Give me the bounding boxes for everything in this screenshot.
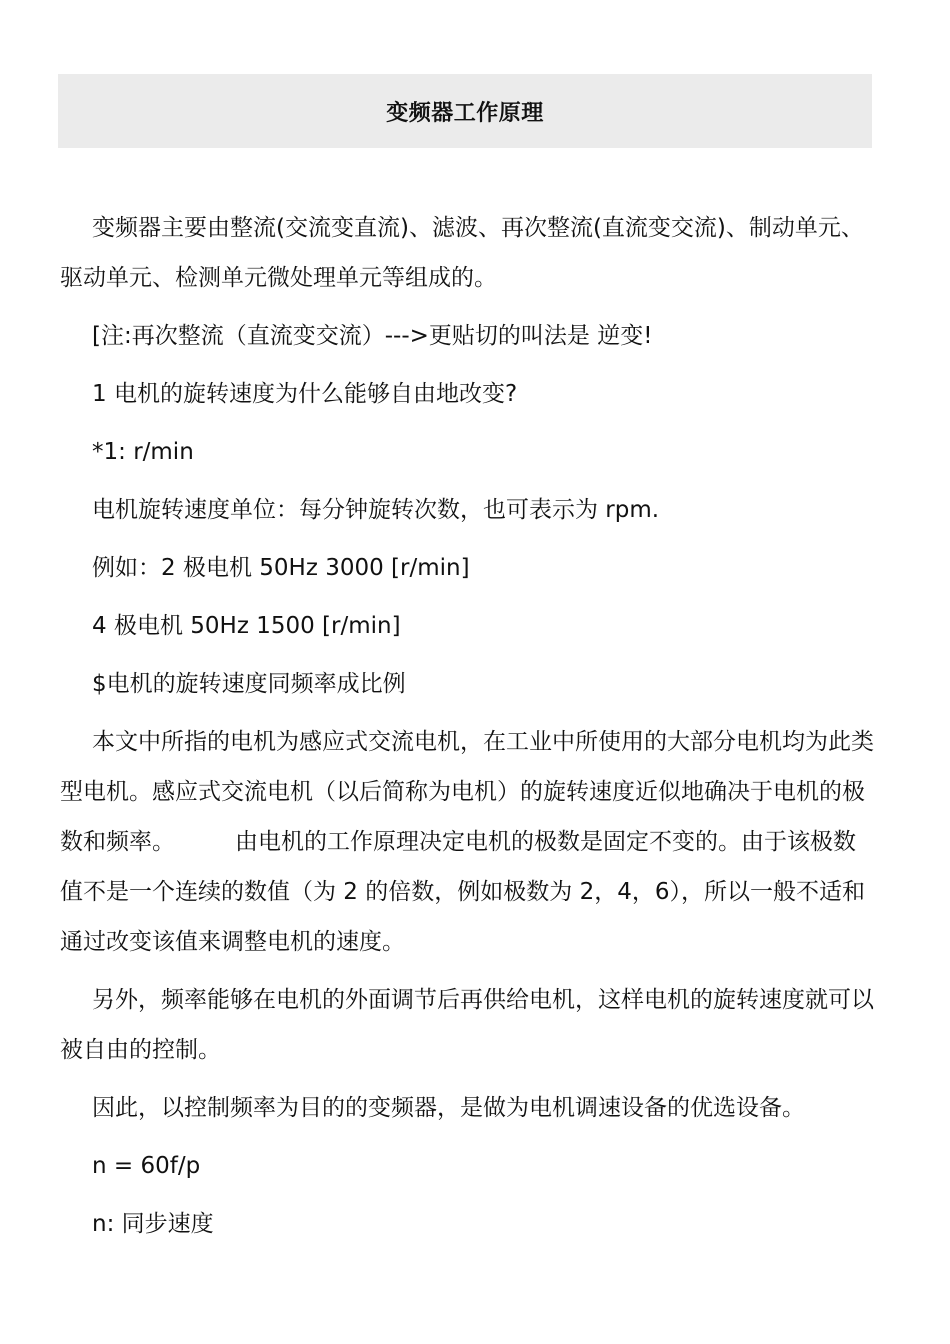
paragraph-induction-motor-b: 由电机的工作原理决定电机的极数是固定不变的。由于该极数值不是一个连续的数值（为 2 的倍数，例如极数为 2，4，6），所以一般不适和通过改变该值来调整电机的速度。: [60, 829, 865, 955]
paragraph-example-4pole: 4 极电机 50Hz 1500 [r/min]: [92, 613, 401, 639]
paragraph-question: 1 电机的旋转速度为什么能够自由地改变?: [92, 381, 518, 407]
formula: n = 60f/p: [92, 1153, 201, 1179]
paragraph-composition: 变频器主要由整流(交流变直流)、滤波、再次整流(直流变交流)、制动单元、驱动单元、检测单元微处理单元等组成的。: [60, 215, 864, 291]
paragraph-unit-desc: 电机旋转速度单位：每分钟旋转次数，也可表示为 rpm.: [92, 497, 660, 523]
paragraph-induction-motor: [60, 717, 874, 975]
formula-definition: n: 同步速度: [92, 1211, 214, 1237]
paragraph-induction-motor-a: 本文中所指的电机为感应式交流电机，在工业中所使用的大部分电机均为此类型电机。感应式交流电机（以后简称为电机）的旋转速度近似地确决于电机的极数和频率。: [60, 729, 874, 855]
paragraph-conclusion: 因此，以控制频率为目的的变频器，是做为电机调速设备的优选设备。: [92, 1095, 805, 1121]
paragraph-example-2pole: 例如：2 极电机 50Hz 3000 [r/min]: [92, 555, 470, 581]
document-title: 变频器工作原理: [386, 100, 544, 126]
document-body: [60, 203, 874, 1257]
title-band: [58, 74, 872, 148]
paragraph-unit-label: *1: r/min: [92, 439, 194, 465]
paragraph-proportional: $电机的旋转速度同频率成比例: [92, 671, 406, 697]
paragraph-frequency-control: 另外，频率能够在电机的外面调节后再供给电机，这样电机的旋转速度就可以被自由的控制。: [60, 987, 874, 1063]
paragraph-note: [注:再次整流（直流变交流）--->更贴切的叫法是 逆变!: [92, 323, 653, 349]
